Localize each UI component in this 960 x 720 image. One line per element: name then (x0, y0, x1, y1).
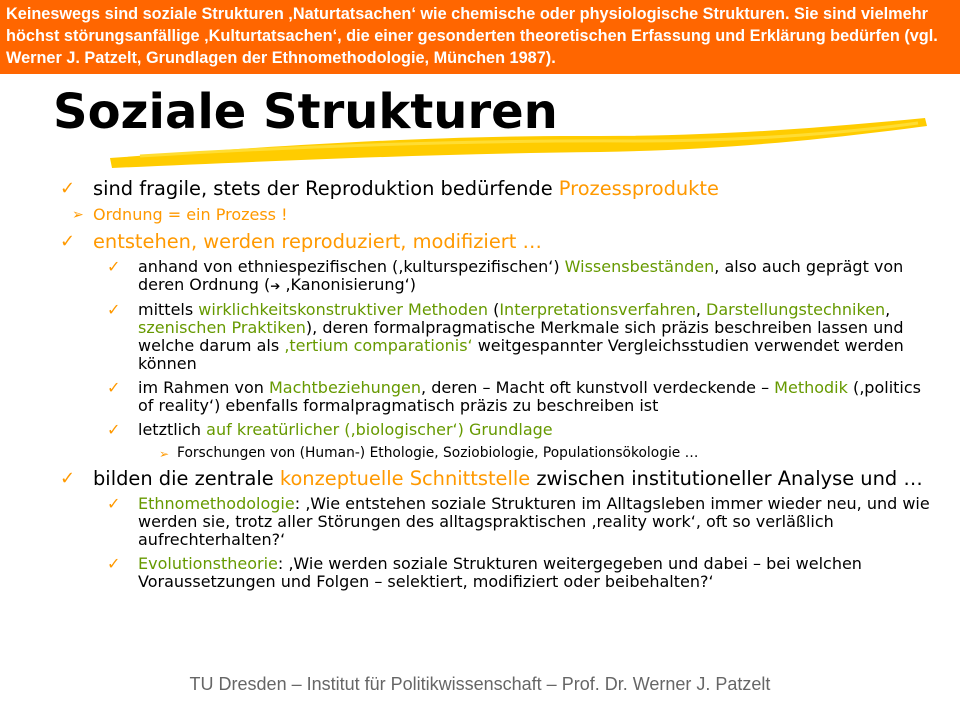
sub-sub-bullet-forschungen (60, 445, 940, 462)
sub-bullet-evolutionstheorie (60, 555, 940, 591)
bullet-fragile (60, 178, 940, 200)
highlight-text: szenischen Praktiken (138, 318, 306, 337)
arrow-right-icon: ➢ (72, 207, 84, 223)
text-segment: ), deren formalpragmatische Merkmale sich präzis beschreiben lassen und welche darum als (138, 318, 904, 355)
highlight-text: konzeptuelle Schnittstelle (279, 467, 531, 490)
banner-quote-text: Keineswegs sind soziale Strukturen ‚Naturtatsachen‘ wie chemische oder physiologische Strukturen. Sie sind vielmehr höchst störungsanfällige ‚Kulturtatsachen‘, die einer gesonderten theoretischen Erfassung und Erklärung bedürfen (vgl. Werner J. Patzelt, Grundlagen der Ethnomethodologie, München 1987). (6, 5, 938, 67)
check-icon: ✓ (107, 554, 121, 573)
check-icon: ✓ (60, 468, 76, 489)
text-segment: letztlich (138, 420, 207, 439)
text-segment: ( (488, 300, 500, 319)
check-icon: ✓ (107, 378, 121, 397)
text-segment: zwischen institutioneller Analyse und … (530, 467, 923, 490)
text-segment: im Rahmen von (138, 378, 269, 397)
bullet-schnittstelle (60, 468, 940, 490)
check-icon: ✓ (60, 231, 76, 252)
check-icon: ✓ (107, 420, 121, 439)
highlight-text: Evolutionstheorie (138, 554, 278, 573)
sub-bullet-ethnomethodologie (60, 495, 940, 549)
sub-bullet-ordnung (60, 205, 940, 225)
check-icon: ✓ (107, 300, 121, 319)
text-segment: ‚Kanonisierung‘) (280, 275, 416, 294)
check-icon: ✓ (107, 257, 121, 276)
bullet-text: sind fragile, stets der Reproduktion bedürfende (93, 177, 559, 200)
sub-bullet-wissensbestaende (60, 258, 940, 295)
text-segment: , (695, 300, 707, 319)
slide-title: Soziale Strukturen (53, 84, 558, 140)
highlight-text: Methodik (774, 378, 848, 397)
highlight-text: Ethnomethodologie (138, 494, 295, 513)
text-segment: anhand von ethniespezifischen (‚kulturspezifischen‘) (138, 257, 565, 276)
bullet-entstehen (60, 231, 940, 253)
highlight-text: Machtbeziehungen (268, 378, 422, 397)
text-segment: , deren – Macht oft kunstvoll verdeckende – (421, 378, 775, 397)
highlight-text: ‚tertium comparationis‘ (284, 336, 473, 355)
text-segment: (‚politics of reality‘) ebenfalls formalpragmatisch präzis zu beschreiben ist (138, 378, 921, 415)
sub-bullet-machtbeziehungen (60, 379, 940, 415)
bullet-text: entstehen, werden reproduziert, modifiziert … (93, 230, 542, 253)
text-segment: , also auch geprägt von deren Ordnung ( (138, 257, 904, 294)
check-icon: ✓ (107, 494, 121, 513)
text-segment: bilden die zentrale (93, 467, 280, 490)
sub-bullet-text: Ordnung = ein Prozess ! (93, 205, 288, 224)
text-segment: , (885, 300, 891, 319)
sub-sub-bullet-text: Forschungen von (Human-) Ethologie, Soziobiologie, Populationsökologie … (177, 445, 699, 461)
text-segment: : ‚Wie werden soziale Strukturen weitergegeben und dabei – bei welchen Voraussetzungen und Folgen – selektiert, modifiziert oder beibehalten?‘ (138, 554, 862, 591)
highlight-text: auf kreatürlicher (‚biologischer‘) Grundlage (206, 420, 553, 439)
highlight-text: Interpretationsverfahren (499, 300, 696, 319)
footer-text: TU Dresden – Institut für Politikwissenschaft – Prof. Dr. Werner J. Patzelt (189, 674, 771, 694)
text-segment: mittels (138, 300, 199, 319)
highlight-text: Darstellungstechniken (706, 300, 886, 319)
sub-bullet-methoden (60, 301, 940, 373)
brush-stroke-underline (0, 0, 960, 180)
check-icon: ✓ (60, 178, 76, 199)
highlight-text: Wissensbeständen (564, 257, 715, 276)
highlight-text: wirklichkeitskonstruktiver Methoden (198, 300, 488, 319)
highlight-text: Prozessprodukte (558, 177, 719, 200)
text-segment: weitgespannter Vergleichsstudien verwendet werden können (138, 336, 904, 373)
sub-bullet-grundlage (60, 421, 940, 439)
text-segment: : ‚Wie entstehen soziale Strukturen im Alltagsleben immer wieder neu, und wie werden sie, trotz aller Störungen des alltagspraktischen ‚reality work‘, oft so verläßlich aufrechterhalten?‘ (138, 494, 930, 549)
arrow-right-icon: ➔ (270, 279, 281, 293)
arrow-right-icon: ➢ (159, 447, 170, 461)
slide-content (60, 178, 940, 597)
